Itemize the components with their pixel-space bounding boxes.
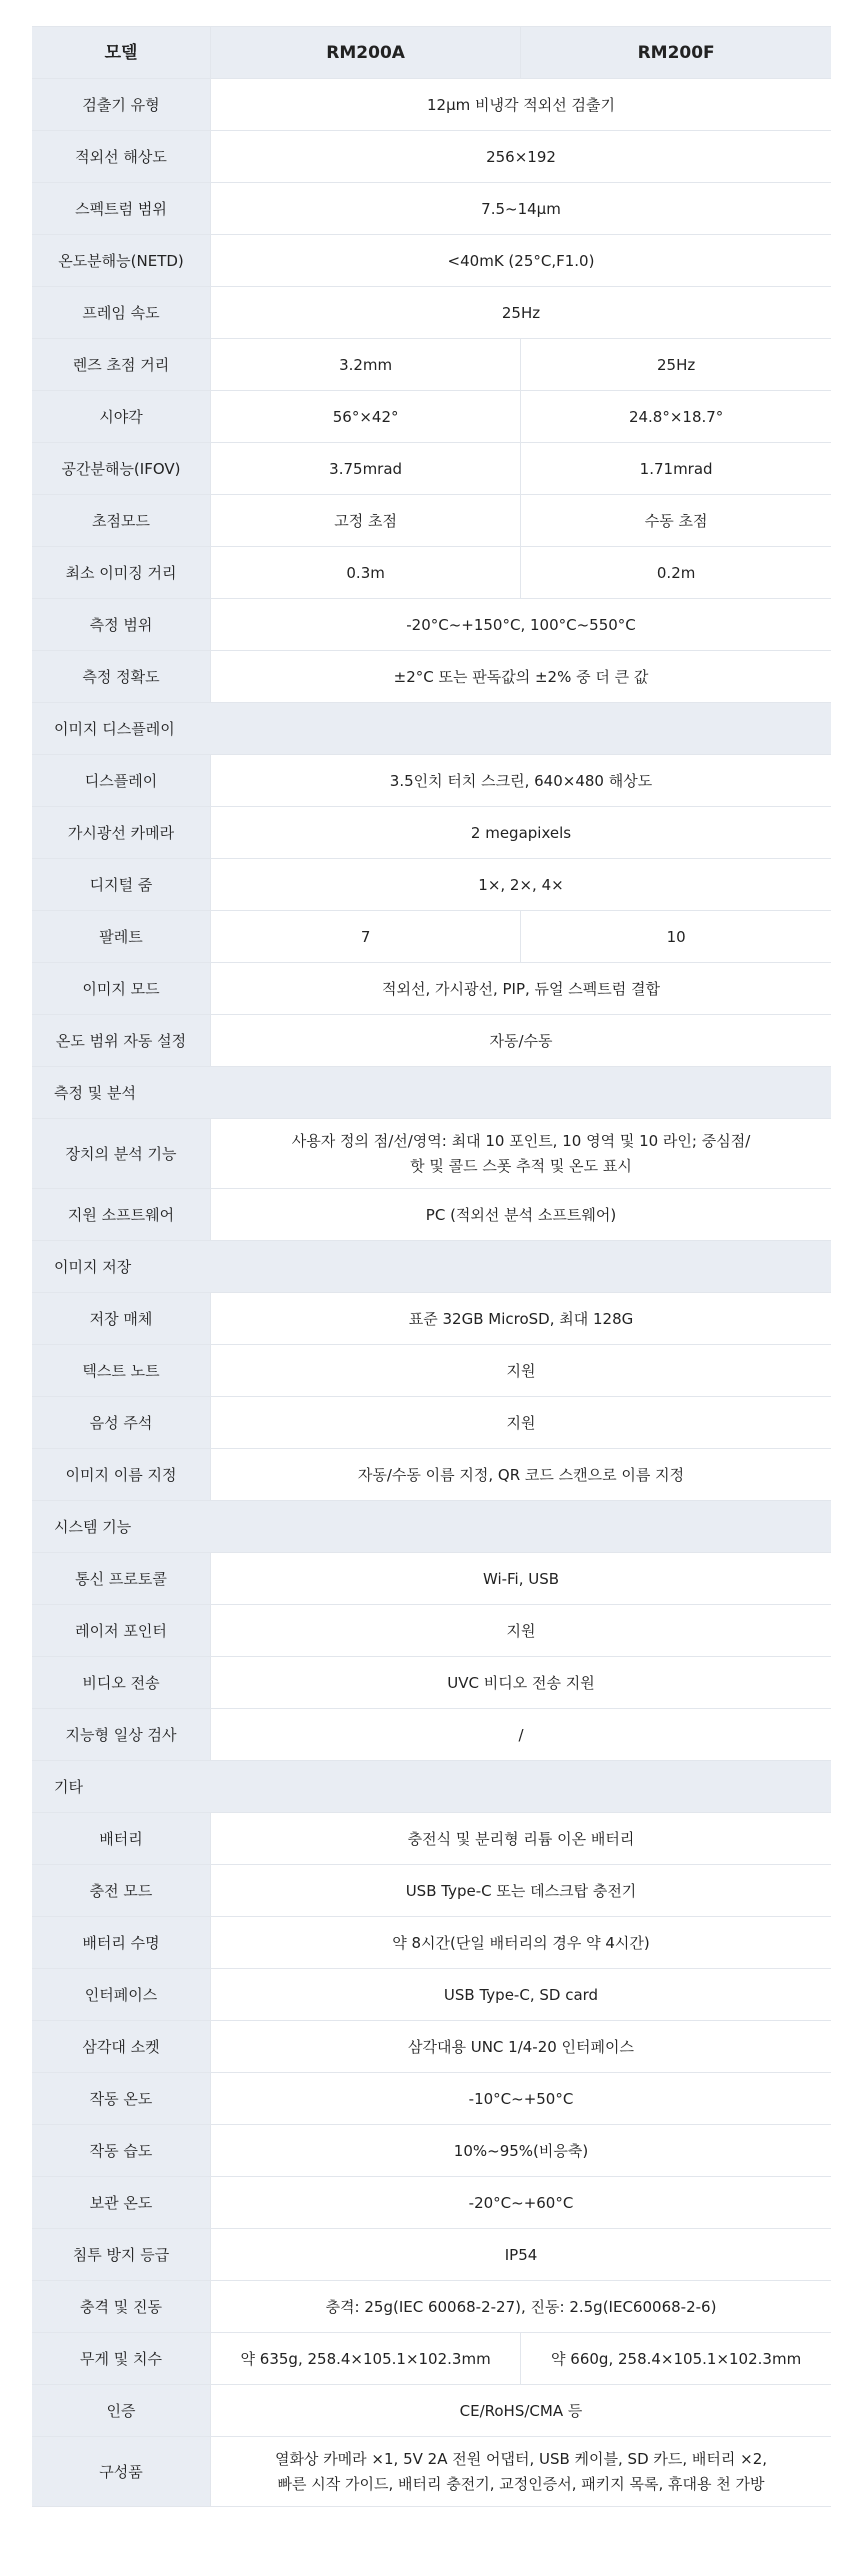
spec-row — [32, 1813, 831, 1865]
spec-row — [32, 1709, 831, 1761]
spec-label: 이미지 모드 — [32, 963, 211, 1015]
spec-label: 최소 이미징 거리 — [32, 547, 211, 599]
spec-row — [32, 1865, 831, 1917]
spec-row — [32, 1119, 831, 1189]
spec-row — [32, 2333, 831, 2385]
spec-value: 지원 — [211, 1605, 832, 1657]
spec-row — [32, 1969, 831, 2021]
spec-row — [32, 1345, 831, 1397]
spec-value: 지원 — [211, 1397, 832, 1449]
spec-label: 이미지 이름 지정 — [32, 1449, 211, 1501]
spec-value: 충격: 25g(IEC 60068-2-27), 진동: 2.5g(IEC60068-2-6) — [211, 2281, 832, 2333]
spec-value: 충전식 및 분리형 리튬 이온 배터리 — [211, 1813, 832, 1865]
spec-row — [32, 131, 831, 183]
spec-row — [32, 1605, 831, 1657]
header-row — [32, 27, 831, 79]
spec-value: / — [211, 1709, 832, 1761]
spec-label: 음성 주석 — [32, 1397, 211, 1449]
spec-label: 프레임 속도 — [32, 287, 211, 339]
spec-label: 삼각대 소켓 — [32, 2021, 211, 2073]
spec-label: 디지털 줌 — [32, 859, 211, 911]
spec-row — [32, 287, 831, 339]
model-name-1: RM200A — [211, 27, 521, 79]
spec-row — [32, 2073, 831, 2125]
spec-label: 지능형 일상 검사 — [32, 1709, 211, 1761]
section-header — [32, 703, 831, 755]
spec-value: 12µm 비냉각 적외선 검출기 — [211, 79, 832, 131]
spec-value-model-2: 25Hz — [521, 339, 831, 391]
spec-table — [32, 26, 831, 2507]
spec-label: 렌즈 초점 거리 — [32, 339, 211, 391]
spec-row — [32, 963, 831, 1015]
spec-value: -10°C~+50°C — [211, 2073, 832, 2125]
spec-label: 배터리 — [32, 1813, 211, 1865]
spec-row — [32, 1015, 831, 1067]
spec-value: UVC 비디오 전송 지원 — [211, 1657, 832, 1709]
spec-value: 지원 — [211, 1345, 832, 1397]
spec-row — [32, 1657, 831, 1709]
spec-label: 인터페이스 — [32, 1969, 211, 2021]
spec-label: 가시광선 카메라 — [32, 807, 211, 859]
spec-row — [32, 2177, 831, 2229]
spec-value: 표준 32GB MicroSD, 최대 128G — [211, 1293, 832, 1345]
spec-row — [32, 2021, 831, 2073]
spec-body — [32, 27, 831, 2507]
spec-value: 3.5인치 터치 스크린, 640×480 해상도 — [211, 755, 832, 807]
spec-row — [32, 183, 831, 235]
spec-value-model-2: 1.71mrad — [521, 443, 831, 495]
spec-row — [32, 1293, 831, 1345]
spec-value: 2 megapixels — [211, 807, 832, 859]
spec-row — [32, 2437, 831, 2507]
spec-value-model-2: 10 — [521, 911, 831, 963]
spec-label: 비디오 전송 — [32, 1657, 211, 1709]
header-label: 모델 — [32, 27, 211, 79]
spec-value: 삼각대용 UNC 1/4-20 인터페이스 — [211, 2021, 832, 2073]
spec-row — [32, 911, 831, 963]
spec-label: 공간분해능(IFOV) — [32, 443, 211, 495]
spec-label: 충전 모드 — [32, 1865, 211, 1917]
spec-value-model-1: 56°×42° — [211, 391, 521, 443]
spec-row — [32, 1449, 831, 1501]
spec-value: USB Type-C 또는 데스크탑 충전기 — [211, 1865, 832, 1917]
section-header — [32, 1501, 831, 1553]
spec-label: 배터리 수명 — [32, 1917, 211, 1969]
spec-label: 장치의 분석 기능 — [32, 1119, 211, 1189]
spec-value: ±2°C 또는 판독값의 ±2% 중 더 큰 값 — [211, 651, 832, 703]
spec-value: 자동/수동 이름 지정, QR 코드 스캔으로 이름 지정 — [211, 1449, 832, 1501]
spec-row — [32, 2385, 831, 2437]
spec-row — [32, 599, 831, 651]
section-title: 이미지 디스플레이 — [32, 703, 831, 755]
spec-value: 열화상 카메라 ×1, 5V 2A 전원 어댑터, USB 케이블, SD 카드, 배터리 ×2, 빠른 시작 가이드, 배터리 충전기, 교정인증서, 패키지 목록, 휴대용 천 가방 — [211, 2437, 832, 2507]
section-header — [32, 1067, 831, 1119]
spec-row — [32, 1397, 831, 1449]
spec-value: 1×, 2×, 4× — [211, 859, 832, 911]
spec-value-model-1: 고정 초점 — [211, 495, 521, 547]
spec-value: Wi-Fi, USB — [211, 1553, 832, 1605]
spec-value-model-1: 3.2mm — [211, 339, 521, 391]
spec-row — [32, 443, 831, 495]
spec-row — [32, 391, 831, 443]
spec-label: 저장 매체 — [32, 1293, 211, 1345]
spec-label: 보관 온도 — [32, 2177, 211, 2229]
spec-label: 충격 및 진동 — [32, 2281, 211, 2333]
spec-label: 초점모드 — [32, 495, 211, 547]
spec-label: 작동 습도 — [32, 2125, 211, 2177]
spec-row — [32, 2229, 831, 2281]
section-title: 기타 — [32, 1761, 831, 1813]
spec-value-model-2: 24.8°×18.7° — [521, 391, 831, 443]
spec-row — [32, 79, 831, 131]
spec-label: 텍스트 노트 — [32, 1345, 211, 1397]
spec-value: IP54 — [211, 2229, 832, 2281]
spec-label: 작동 온도 — [32, 2073, 211, 2125]
spec-value: -20°C~+150°C, 100°C~550°C — [211, 599, 832, 651]
spec-value-model-1: 3.75mrad — [211, 443, 521, 495]
spec-value-model-1: 0.3m — [211, 547, 521, 599]
spec-value: 약 8시간(단일 배터리의 경우 약 4시간) — [211, 1917, 832, 1969]
spec-value-model-2: 수동 초점 — [521, 495, 831, 547]
spec-value: USB Type-C, SD card — [211, 1969, 832, 2021]
spec-row — [32, 1917, 831, 1969]
spec-value-model-2: 약 660g, 258.4×105.1×102.3mm — [521, 2333, 831, 2385]
spec-label: 적외선 해상도 — [32, 131, 211, 183]
spec-row — [32, 547, 831, 599]
spec-value: PC (적외선 분석 소프트웨어) — [211, 1189, 832, 1241]
spec-value: 25Hz — [211, 287, 832, 339]
spec-row — [32, 807, 831, 859]
spec-label: 측정 정확도 — [32, 651, 211, 703]
spec-value: 자동/수동 — [211, 1015, 832, 1067]
spec-row — [32, 2281, 831, 2333]
spec-row — [32, 1553, 831, 1605]
spec-value: 사용자 정의 점/선/영역: 최대 10 포인트, 10 영역 및 10 라인; 중심점/ 핫 및 콜드 스폿 추적 및 온도 표시 — [211, 1119, 832, 1189]
spec-row — [32, 859, 831, 911]
spec-row — [32, 2125, 831, 2177]
model-name-2: RM200F — [521, 27, 831, 79]
spec-row — [32, 495, 831, 547]
section-title: 시스템 기능 — [32, 1501, 831, 1553]
spec-label: 통신 프로토콜 — [32, 1553, 211, 1605]
spec-value: CE/RoHS/CMA 등 — [211, 2385, 832, 2437]
section-title: 측정 및 분석 — [32, 1067, 831, 1119]
spec-value: 적외선, 가시광선, PIP, 듀얼 스펙트럼 결합 — [211, 963, 832, 1015]
spec-label: 무게 및 치수 — [32, 2333, 211, 2385]
spec-label: 인증 — [32, 2385, 211, 2437]
spec-label: 시야각 — [32, 391, 211, 443]
spec-row — [32, 755, 831, 807]
spec-label: 온도분해능(NETD) — [32, 235, 211, 287]
section-header — [32, 1761, 831, 1813]
spec-value: <40mK (25°C,F1.0) — [211, 235, 832, 287]
spec-label: 측정 범위 — [32, 599, 211, 651]
spec-row — [32, 235, 831, 287]
spec-value: 7.5~14µm — [211, 183, 832, 235]
spec-label: 팔레트 — [32, 911, 211, 963]
spec-row — [32, 1189, 831, 1241]
spec-row — [32, 651, 831, 703]
section-title: 이미지 저장 — [32, 1241, 831, 1293]
spec-row — [32, 339, 831, 391]
spec-label: 디스플레이 — [32, 755, 211, 807]
spec-value: 256×192 — [211, 131, 832, 183]
spec-value-model-1: 약 635g, 258.4×105.1×102.3mm — [211, 2333, 521, 2385]
section-header — [32, 1241, 831, 1293]
spec-label: 검출기 유형 — [32, 79, 211, 131]
spec-value: -20°C~+60°C — [211, 2177, 832, 2229]
spec-value-model-2: 0.2m — [521, 547, 831, 599]
spec-label: 침투 방지 등급 — [32, 2229, 211, 2281]
spec-label: 레이저 포인터 — [32, 1605, 211, 1657]
spec-label: 온도 범위 자동 설정 — [32, 1015, 211, 1067]
spec-value: 10%~95%(비응축) — [211, 2125, 832, 2177]
spec-label: 구성품 — [32, 2437, 211, 2507]
spec-label: 지원 소프트웨어 — [32, 1189, 211, 1241]
spec-value-model-1: 7 — [211, 911, 521, 963]
spec-label: 스펙트럼 범위 — [32, 183, 211, 235]
